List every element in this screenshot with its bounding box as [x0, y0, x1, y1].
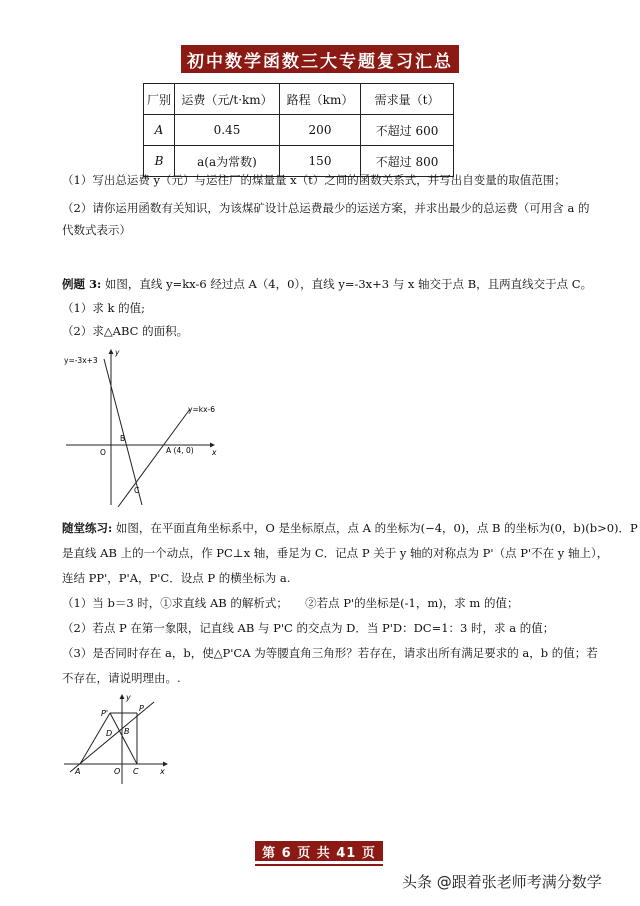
- practice-question-3: （3）是否同时存在 a，b，使△P'CA 为等腰直角三角形？若存在，请求出所有满足要求的 a，b 的值；若: [62, 646, 598, 660]
- table-cell: 不超过 800: [361, 146, 454, 177]
- table-row: [144, 115, 454, 146]
- example3-question-1: （1）求 k 的值;: [62, 301, 145, 315]
- page-title: 初中数学函数三大专题复习汇总: [181, 45, 459, 73]
- problem-question-2: （2）请你运用函数有关知识，为该煤矿设计总运费最少的运送方案，并求出最少的总运费（可用含 a 的: [62, 201, 590, 215]
- table-header-cell: 路程（km）: [280, 84, 361, 115]
- table-header-cell: 厂别: [144, 84, 175, 115]
- practice-question-3-cont: 不存在，请说明理由。.: [62, 671, 181, 685]
- point-b-label: B: [124, 727, 130, 736]
- y-axis-label: y: [115, 348, 120, 357]
- table-cell: B: [144, 146, 175, 177]
- y-axis-label: y: [126, 693, 131, 702]
- point-a-label: A (4, 0): [166, 446, 194, 455]
- table-cell: a(a为常数): [175, 146, 280, 177]
- x-axis-arrow-icon: [210, 443, 215, 448]
- table-cell: 150: [280, 146, 361, 177]
- practice-figure: [62, 692, 170, 786]
- example3-figure: [58, 345, 228, 510]
- table-cell: 200: [280, 115, 361, 146]
- line-y-kx-minus6: [118, 409, 190, 507]
- example3-question-2: （2）求△ABC 的面积。: [62, 324, 189, 338]
- practice-statement-1: [62, 520, 638, 536]
- line2-label: y=kx-6: [188, 405, 215, 414]
- practice-label: 随堂练习:: [62, 521, 113, 535]
- table-header-cell: 需求量（t）: [361, 84, 454, 115]
- example3-text: 如图，直线 y=kx-6 经过点 A（4，0），直线 y=-3x+3 与 x 轴交于点 B，且两直线交于点 C。: [104, 277, 593, 291]
- origin-label: O: [114, 767, 121, 776]
- segment-p-prime-a: [80, 713, 113, 764]
- problem-question-2-cont: 代数式表示）: [62, 223, 131, 237]
- line1-label: y=-3x+3: [64, 356, 98, 365]
- example3-label: 例题 3:: [62, 277, 102, 291]
- origin-label: O: [100, 448, 106, 457]
- x-axis-label: x: [212, 448, 217, 457]
- point-b-label: B: [120, 434, 126, 443]
- table-cell: A: [144, 115, 175, 146]
- point-d-label: D: [106, 729, 113, 738]
- problem-question-1: （1）写出总运费 y（元）与运往厂的煤量量 x（t）之间的函数关系式，并写出自变量的取值范围；: [62, 173, 566, 187]
- point-a-label: A: [75, 767, 81, 776]
- point-c-label: C: [134, 486, 140, 495]
- practice-statement-3: 连结 PP'，P'A，P'C．设点 P 的横坐标为 a.: [62, 571, 291, 585]
- example3-statement: [62, 276, 592, 292]
- practice-text-1: 如图，在平面直角坐标系中，O 是坐标原点，点 A 的坐标为(−4，0)，点 B 的坐标为(0，b)(b>0)．P: [115, 521, 638, 535]
- page-number-underline: [255, 864, 383, 866]
- point-c-label: C: [133, 767, 139, 776]
- practice-question-2: （2）若点 P 在第一象限，记直线 AB 与 P'C 的交点为 D．当 P'D：DC=1：3 时，求 a 的值；: [62, 621, 555, 635]
- practice-question-1: （1）当 b＝3 时，①求直线 AB 的解析式； ②若点 P'的坐标是(-1，m)，求 m 的值；: [62, 596, 519, 610]
- freight-table: [143, 83, 454, 177]
- segment-p-prime-c: [110, 713, 137, 764]
- point-p-prime-label: P': [101, 709, 109, 718]
- x-axis-label: x: [160, 767, 165, 776]
- x-axis-arrow-icon: [163, 762, 168, 767]
- page-number: 第 6 页 共 41 页: [255, 841, 383, 861]
- line-y-neg3x-plus3: [104, 359, 142, 505]
- y-axis-arrow-icon: [109, 349, 114, 354]
- table-header-row: [144, 84, 454, 115]
- point-p-label: P: [139, 704, 144, 713]
- table-cell: 0.45: [175, 115, 280, 146]
- practice-statement-2: 是直线 AB 上的一个动点，作 PC⊥x 轴，垂足为 C．记点 P 关于 y 轴的对称点为 P'（点 P'不在 y 轴上），: [62, 546, 609, 560]
- table-header-cell: 运费（元/t·km）: [175, 84, 280, 115]
- watermark: 头条 @跟着张老师考满分数学: [402, 873, 602, 891]
- table-cell: 不超过 600: [361, 115, 454, 146]
- y-axis-arrow-icon: [120, 694, 125, 699]
